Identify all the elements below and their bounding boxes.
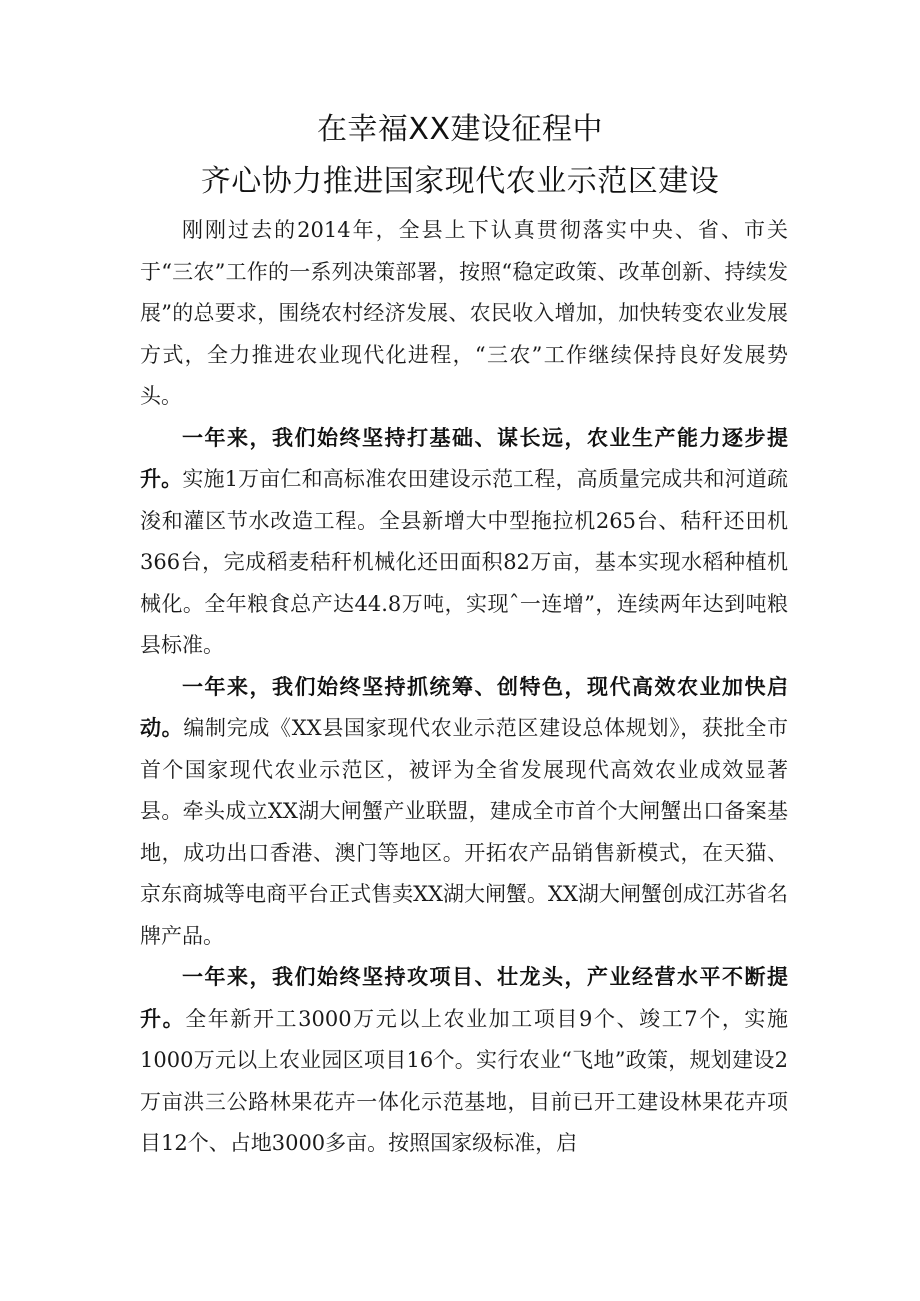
paragraph-intro bbox=[140, 210, 788, 418]
paragraph-modern-agriculture bbox=[140, 667, 788, 958]
paragraph-lead-heading: 一年来，我们始终坚持抓统筹、创特色，现代高效农业加快启动。 bbox=[140, 674, 788, 740]
paragraph-text: 编制完成《XX县国家现代农业示范区建设总体规划》，获批全市首个国家现代农业示范区，被评为全省发展现代高效农业成效显著县。牵头成立XX湖大闸蟹产业联盟，建成全市首个大闸蟹出口备案基地，成功出口香港、澳门等地区。开拓农产品销售新模式，在天猫、京东商城等电商平台正式售卖XX湖大闸蟹。XX湖大闸蟹创成江苏省名牌产品。 bbox=[140, 716, 788, 948]
document-title-line-2: 齐心协力推进国家现代农业示范区建设 bbox=[200, 164, 720, 199]
paragraph-text: 全年新开工3000万元以上农业加工项目9个、竣工7个，实施1000万元以上农业园区项目16个。实行农业“飞地”政策，规划建设2万亩洪三公路林果花卉一体化示范基地，目前已开工建设林果花卉项目12个、占地3000多亩。按照国家级标准，启 bbox=[140, 1006, 789, 1155]
paragraph-text: 实施1万亩仁和高标准农田建设示范工程，高质量完成共和河道疏浚和灌区节水改造工程。全县新增大中型拖拉机265台、秸秆还田机366台，完成稻麦秸秆机械化还田面积82万亩，基本实现水稻种植机械化。全年粮食总产达44.8万吨，实现ˆ一连增”，连续两年达到吨粮县标准。 bbox=[140, 467, 789, 657]
document-title-line-1: 在幸福XX建设征程中 bbox=[316, 112, 604, 147]
document-body bbox=[140, 210, 788, 1165]
paragraph-lead-heading: 一年来，我们始终坚持打基础、谋长远，农业生产能力逐步提升。 bbox=[140, 425, 788, 491]
paragraph-industry-projects bbox=[140, 957, 788, 1165]
paragraph-lead-heading: 一年来，我们始终坚持攻项目、壮龙头，产业经营水平不断提升。 bbox=[140, 965, 788, 1031]
paragraph-production-capacity bbox=[140, 418, 788, 667]
paragraph-text: 刚刚过去的2014年，全县上下认真贯彻落实中央、省、市关于“三农”工作的一系列决策部署，按照“稳定政策、改革创新、持续发展”的总要求，围绕农村经济发展、农民收入增加，加快转变农业发展方式，全力推进农业现代化进程，“三农”工作继续保持良好发展势头。 bbox=[140, 218, 788, 408]
